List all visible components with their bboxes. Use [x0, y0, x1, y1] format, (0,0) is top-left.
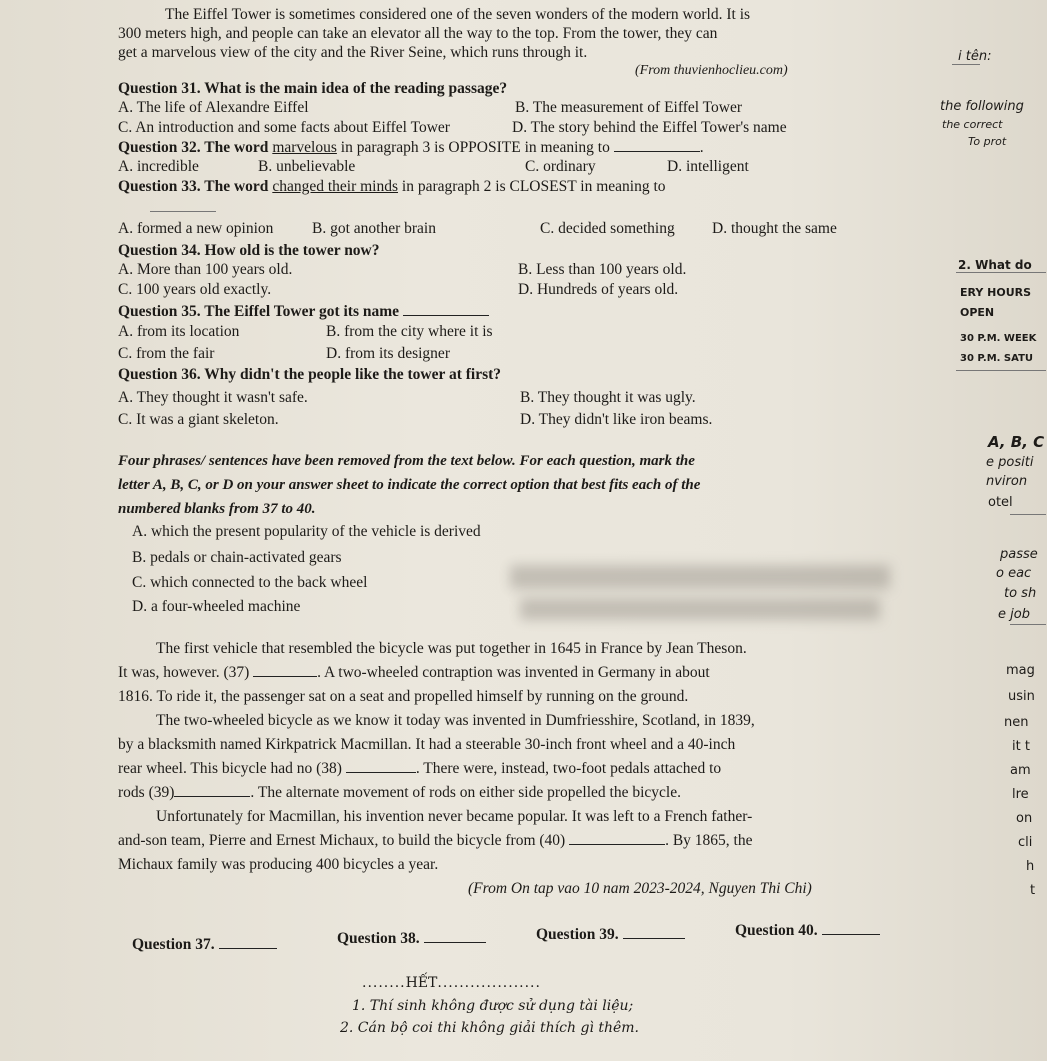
right-margin-text-21: it t — [1012, 739, 1030, 754]
right-margin-text-2: the following — [940, 99, 1024, 114]
margin-rule-5 — [1010, 624, 1046, 625]
right-margin-text-15: o eac — [996, 566, 1032, 581]
q33-blank — [150, 211, 216, 212]
right-margin-text-16: to sh — [1004, 586, 1037, 601]
smudge-mark-2 — [520, 598, 880, 620]
passage2-line7a: rods (39) — [118, 784, 175, 801]
right-margin-text-3: the correct — [942, 118, 1003, 131]
q34-option-a[interactable]: A. More than 100 years old. — [118, 261, 293, 278]
q35-stem-text: Question 35. The Eiffel Tower got its name — [118, 303, 400, 320]
q35-option-d[interactable]: D. from its designer — [326, 345, 450, 362]
right-margin-text-4: To prot — [968, 135, 1007, 148]
q33-option-b[interactable]: B. got another brain — [312, 220, 436, 237]
passage2-line6a: rear wheel. This bicycle had no (38) — [118, 760, 346, 777]
passage-top-line3: get a marvelous view of the city and the River Seine, which runs through it. — [118, 44, 588, 61]
q32-blank — [614, 139, 700, 152]
passage2-line4: The two-wheeled bicycle as we know it today was invented in Dumfriesshire, Scotland, in 1839, — [156, 712, 755, 729]
right-margin-text-26: h — [1026, 859, 1035, 874]
right-margin-text-6: ERY HOURS — [960, 286, 1032, 299]
answer-40-label: Question 40. — [735, 922, 818, 939]
passage2-line10: Michaux family was producing 400 bicycles a year. — [118, 856, 439, 873]
right-margin-text-22: am — [1010, 763, 1031, 778]
passage2-source: (From On tap vao 10 nam 2023-2024, Nguyen Thi Chi) — [468, 880, 812, 897]
answer-37-blank[interactable] — [219, 936, 277, 949]
q31-option-c[interactable]: C. An introduction and some facts about Eiffel Tower — [118, 119, 450, 136]
q35-blank — [403, 303, 489, 316]
margin-rule-1 — [952, 64, 980, 65]
passage2-line7 — [118, 784, 681, 802]
right-margin-text-27: t — [1030, 883, 1036, 898]
q32-option-b[interactable]: B. unbelievable — [258, 158, 356, 175]
passage2-line5: by a blacksmith named Kirkpatrick Macmillan. It had a steerable 30-inch front wheel and a 40-inch — [118, 736, 736, 753]
passage2-line2b: . A two-wheeled contraption was invented in Germany in about — [317, 664, 710, 681]
passage2-line6b: . There were, instead, two-foot pedals attached to — [415, 760, 722, 777]
q36-stem: Question 36. Why didn't the people like the tower at first? — [118, 366, 502, 383]
q32-prefix: Question 32. The word — [118, 139, 273, 156]
answer-37-label: Question 37. — [132, 936, 215, 953]
margin-rule-2 — [956, 272, 1046, 273]
blank-38 — [346, 760, 416, 773]
right-margin-text-7: OPEN — [960, 306, 995, 319]
footer-note2: 2. Cán bộ coi thi không giải thích gì thêm. — [340, 1020, 639, 1036]
right-margin-text-5: 2. What do — [958, 258, 1032, 272]
answer-39-label: Question 39. — [536, 926, 619, 943]
instructions-line1: Four phrases/ sentences have been removed from the text below. For each question, mark the — [118, 453, 695, 469]
passage2-line8: Unfortunately for Macmillan, his invention never became popular. It was left to a French father- — [156, 808, 753, 825]
right-margin-text-20: nen — [1004, 715, 1029, 730]
passage-top-line2: 300 meters high, and people can take an elevator all the way to the top. From the tower, they can — [118, 25, 718, 42]
passage-top-line1: The Eiffel Tower is sometimes considered one of the seven wonders of the modern world. It is — [165, 6, 751, 23]
right-margin-text-19: usin — [1008, 689, 1035, 704]
passage2-line7b: . The alternate movement of rods on either side propelled the bicycle. — [250, 784, 681, 801]
right-margin-text-12: nviron — [986, 474, 1028, 489]
q33-option-a[interactable]: A. formed a new opinion — [118, 220, 274, 237]
end-text: HẾT — [405, 975, 438, 991]
passage-top-source: (From thuvienhoclieu.com) — [635, 63, 788, 78]
q34-option-d[interactable]: D. Hundreds of years old. — [518, 281, 679, 298]
answer-38-label: Question 38. — [337, 930, 420, 947]
footer-note1: 1. Thí sinh không được sử dụng tài liệu; — [352, 998, 634, 1014]
right-margin-text-14: passe — [1000, 547, 1038, 562]
q32-end: . — [699, 139, 704, 156]
right-margin-text-10: A, B, C — [988, 433, 1045, 451]
passage2-line9b: . By 1865, the — [665, 832, 753, 849]
q32-suffix: in paragraph 3 is OPPOSITE in meaning to — [336, 139, 614, 156]
right-margin-text-17: e job — [998, 607, 1030, 622]
q31-option-d[interactable]: D. The story behind the Eiffel Tower's name — [512, 119, 787, 136]
margin-rule-4 — [1010, 514, 1046, 515]
answer-40-blank[interactable] — [822, 922, 880, 935]
q36-option-a[interactable]: A. They thought it wasn't safe. — [118, 389, 308, 406]
smudge-mark — [510, 565, 890, 589]
passage2-line3: 1816. To ride it, the passenger sat on a seat and propelled himself by running on the ground. — [118, 688, 689, 705]
q35-option-c[interactable]: C. from the fair — [118, 345, 215, 362]
q32-option-c[interactable]: C. ordinary — [525, 158, 596, 175]
passage2-line9 — [118, 832, 753, 850]
answer-39-blank[interactable] — [623, 926, 685, 939]
q33-prefix: Question 33. The word — [118, 178, 273, 195]
q35-option-a[interactable]: A. from its location — [118, 323, 240, 340]
q33-keyword: changed their minds — [272, 178, 399, 195]
right-margin-text-11: e positi — [986, 455, 1034, 470]
passage2-line2a: It was, however. (37) — [118, 664, 254, 681]
passage2-line1: The first vehicle that resembled the bicycle was put together in 1645 in France by Jean Theson. — [156, 640, 747, 657]
q32-option-d[interactable]: D. intelligent — [667, 158, 749, 175]
q33-option-d[interactable]: D. thought the same — [712, 220, 837, 237]
q31-option-b[interactable]: B. The measurement of Eiffel Tower — [515, 99, 743, 116]
q34-stem: Question 34. How old is the tower now? — [118, 242, 380, 259]
q36-option-c[interactable]: C. It was a giant skeleton. — [118, 411, 279, 428]
right-margin-text-8: 30 P.M. WEEK — [960, 333, 1037, 344]
q32-option-a[interactable]: A. incredible — [118, 158, 199, 175]
q34-option-c[interactable]: C. 100 years old exactly. — [118, 281, 272, 298]
q32-keyword: marvelous — [272, 139, 337, 156]
phrase-c: C. which connected to the back wheel — [132, 574, 368, 591]
right-margin-text-25: cli — [1018, 835, 1033, 850]
q36-option-b[interactable]: B. They thought it was ugly. — [520, 389, 696, 406]
instructions-line3: numbered blanks from 37 to 40. — [118, 501, 316, 517]
blank-40 — [569, 832, 665, 845]
phrase-a: A. which the present popularity of the vehicle is derived — [132, 523, 481, 540]
passage2-line9a: and-son team, Pierre and Ernest Michaux, to build the bicycle from (40) — [118, 832, 570, 849]
right-margin-text-1: i tên: — [958, 49, 992, 64]
end-marker: ........HẾT................... — [362, 975, 541, 991]
right-margin-text-13: otel — [988, 495, 1013, 510]
q34-option-b[interactable]: B. Less than 100 years old. — [518, 261, 687, 278]
q33-suffix: in paragraph 2 is CLOSEST in meaning to — [398, 178, 666, 195]
phrase-d: D. a four-wheeled machine — [132, 598, 301, 615]
q33-stem — [118, 178, 666, 196]
passage2-line6 — [118, 760, 721, 778]
answer-38[interactable] — [337, 930, 486, 948]
margin-rule-3 — [956, 370, 1046, 371]
answer-37[interactable] — [132, 936, 277, 954]
passage2-line2 — [118, 664, 710, 682]
blank-37 — [253, 664, 317, 677]
q36-option-d[interactable]: D. They didn't like iron beams. — [520, 411, 713, 428]
answer-39[interactable] — [536, 926, 685, 944]
q32-stem — [118, 139, 704, 157]
right-margin-text-24: on — [1016, 811, 1033, 826]
q35-stem — [118, 303, 489, 321]
q31-stem: Question 31. What is the main idea of the reading passage? — [118, 80, 508, 97]
right-margin-text-23: lre — [1012, 787, 1029, 802]
answer-38-blank[interactable] — [424, 930, 486, 943]
q33-option-c[interactable]: C. decided something — [540, 220, 675, 237]
blank-39 — [174, 784, 250, 797]
right-margin-text-18: mag — [1006, 663, 1035, 678]
answer-40[interactable] — [735, 922, 880, 940]
phrase-b: B. pedals or chain-activated gears — [132, 549, 342, 566]
q31-option-a[interactable]: A. The life of Alexandre Eiffel — [118, 99, 309, 116]
instructions-line2: letter A, B, C, or D on your answer sheet to indicate the correct option that best fits each of the — [118, 477, 701, 493]
right-margin-text-9: 30 P.M. SATU — [960, 353, 1034, 364]
q35-option-b[interactable]: B. from the city where it is — [326, 323, 493, 340]
